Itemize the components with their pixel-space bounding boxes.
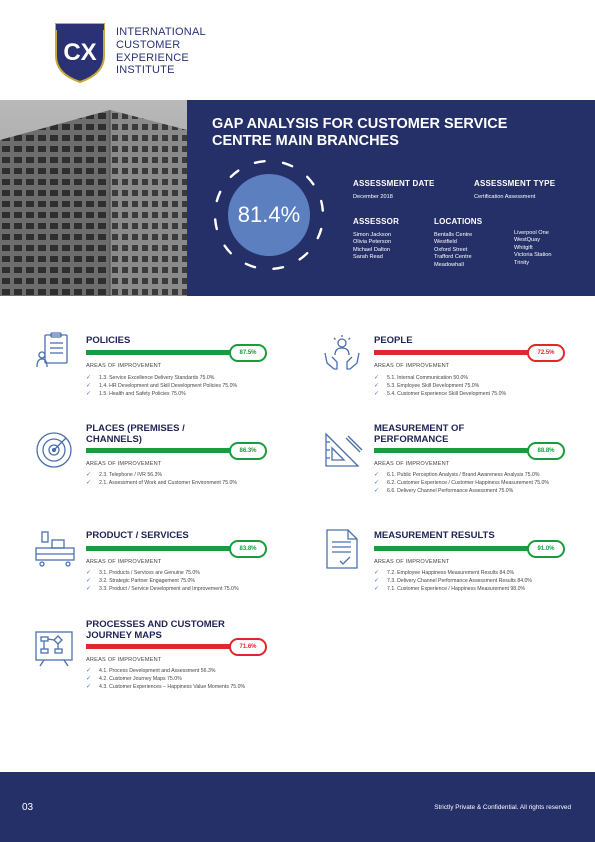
areas-label: AREAS OF IMPROVEMENT: [86, 559, 162, 565]
list-item: [374, 480, 549, 488]
item-text: 5.3. Employee Skill Development 75.0%: [387, 382, 480, 389]
score-badge: 86.3%: [229, 442, 267, 460]
check-icon: ✓: [86, 375, 92, 381]
check-icon: ✓: [86, 585, 92, 592]
location-name: Whitgift: [514, 244, 533, 251]
check-icon: ✓: [86, 479, 92, 486]
item-text: 5.4. Customer Experience Skill Development 75.0%: [387, 390, 507, 397]
list-item: [86, 684, 245, 692]
assessment-date-value: December 2018: [353, 194, 393, 200]
location-name: Oxford Street: [434, 246, 468, 253]
locations-block-2: [514, 226, 552, 267]
logo-monogram: CX: [63, 39, 97, 66]
page-title: [212, 116, 572, 150]
title-line: MEASUREMENT OF: [374, 423, 465, 434]
assessment-type: [474, 179, 555, 201]
document-check-icon: [324, 528, 360, 570]
check-icon: ✓: [86, 675, 92, 682]
assessor-name: Olivia Peterson: [353, 239, 391, 246]
section-title: [374, 424, 464, 445]
logo-line: CUSTOMER: [116, 38, 181, 51]
ruler-triangle-icon: [322, 430, 364, 470]
improvement-list: [86, 375, 237, 398]
title-line: GAP ANALYSIS FOR CUSTOMER SERVICE: [212, 116, 508, 132]
check-icon: ✓: [374, 585, 380, 592]
list-item: [86, 391, 237, 399]
locations-list-2: [514, 230, 552, 267]
location-name: Trinity: [514, 259, 530, 266]
item-text: 3.1. Products / Services are Genuine 75.0%: [99, 570, 200, 576]
logo-line: INSTITUTE: [116, 64, 175, 77]
section-title: MEASUREMENT RESULTS: [374, 530, 495, 541]
list-item: [374, 488, 549, 496]
improvement-list: [374, 570, 532, 593]
item-text: 2.3. Telephone / IVR 56.3%: [99, 472, 163, 478]
improvement-list: [374, 472, 549, 495]
areas-label: AREAS OF IMPROVEMENT: [374, 461, 450, 467]
item-text: 2.1. Assessment of Work and Customer Environment 75.0%: [99, 479, 238, 486]
check-icon: ✓: [374, 472, 380, 478]
title-line: PLACES (PREMISES /: [86, 423, 185, 434]
check-icon: ✓: [374, 382, 380, 389]
page-number: 03: [22, 802, 34, 813]
logo-line: EXPERIENCE: [116, 51, 189, 64]
location-name: WestQuay: [514, 237, 541, 244]
list-item: [86, 375, 237, 383]
list-item: [374, 375, 506, 383]
cx-shield-logo-icon: [52, 22, 108, 84]
assessor-name: Sarah Read: [353, 254, 383, 261]
item-text: 7.3. Delivery Channel Performance Assessment Results 84.0%: [387, 577, 533, 584]
title-line: JOURNEY MAPS: [86, 629, 162, 641]
location-name: Victoria Station: [514, 252, 552, 259]
logo-wordmark: [116, 26, 206, 77]
item-text: 7.2. Employee Happiness Measurement Results 84.0%: [387, 570, 515, 576]
assessment-date: [353, 179, 435, 201]
score-badge: 83.8%: [229, 540, 267, 558]
list-item: [374, 391, 506, 399]
assessor-name: Michael Dalton: [353, 246, 390, 253]
title-line: PERFORMANCE: [374, 433, 449, 445]
check-icon: ✓: [374, 577, 380, 584]
list-item: [86, 472, 237, 480]
assessment-date-label: ASSESSMENT DATE: [353, 179, 435, 188]
hero-banner: [0, 100, 595, 296]
item-text: 5.1. Internal Communication 50.0%: [387, 375, 469, 381]
list-item: [86, 668, 245, 676]
list-item: [374, 383, 506, 391]
section-title: PEOPLE: [374, 335, 413, 346]
score-badge: 88.8%: [527, 442, 565, 460]
list-item: [374, 578, 532, 586]
building-image: [0, 100, 187, 296]
score-badge: 71.6%: [229, 638, 267, 656]
radar-icon: [34, 430, 74, 470]
check-icon: ✓: [86, 390, 92, 397]
areas-label: AREAS OF IMPROVEMENT: [374, 363, 450, 369]
list-item: [374, 570, 532, 578]
areas-label: AREAS OF IMPROVEMENT: [86, 363, 162, 369]
check-icon: ✓: [374, 479, 380, 486]
areas-label: AREAS OF IMPROVEMENT: [374, 559, 450, 565]
flowchart-board-icon: [34, 630, 74, 668]
score-bar: [374, 546, 549, 551]
assessor-label: ASSESSOR: [353, 217, 400, 226]
item-text: 3.2. Strategic Partner Engagement 75.0%: [99, 577, 196, 584]
check-icon: ✓: [86, 683, 92, 690]
areas-label: AREAS OF IMPROVEMENT: [86, 461, 162, 467]
product-factory-icon: [34, 528, 76, 568]
section-title: POLICIES: [86, 335, 131, 346]
check-icon: ✓: [86, 472, 92, 478]
section-title: [86, 620, 225, 641]
assessment-type-value: Certification Assessment: [474, 194, 536, 200]
location-name: Liverpool One: [514, 230, 549, 236]
locations-list-1: [434, 232, 482, 269]
item-text: 6.2. Customer Experience / Customer Happiness Measurement 75.0%: [387, 479, 550, 486]
list-item: [374, 586, 532, 594]
improvement-list: [86, 472, 237, 488]
assessment-type-label: ASSESSMENT TYPE: [474, 179, 556, 188]
item-text: 1.3. Service Excellence Delivery Standards 75.0%: [99, 375, 215, 381]
title-line: CHANNELS): [86, 433, 142, 445]
check-icon: ✓: [86, 570, 92, 576]
item-text: 6.6. Delivery Channel Performance Assessment 75.0%: [387, 487, 514, 494]
list-item: [86, 570, 239, 578]
list-item: [86, 578, 239, 586]
section-title: PRODUCT / SERVICES: [86, 530, 189, 541]
item-text: 1.5. Health and Safety Policies 75.0%: [99, 390, 186, 397]
check-icon: ✓: [86, 577, 92, 584]
check-icon: ✓: [374, 487, 380, 494]
item-text: 4.2. Customer Journey Maps 75.0%: [99, 675, 182, 682]
logo: [52, 22, 222, 84]
title-line: PROCESSES AND CUSTOMER: [86, 619, 225, 630]
building-photo: [0, 100, 187, 296]
list-item: [374, 472, 549, 480]
score-bar: [374, 448, 549, 453]
score-badge: 72.5%: [527, 344, 565, 362]
item-text: 6.1. Public Perception Analysis / Brand Awareness Analysis 75.0%: [387, 472, 540, 478]
overall-score: [214, 160, 324, 270]
check-icon: ✓: [86, 382, 92, 389]
list-item: [86, 383, 237, 391]
confidentiality-note: Strictly Private & Confidential. All rights reserved: [434, 804, 571, 811]
title-line: CENTRE MAIN BRANCHES: [212, 133, 399, 149]
assessor-name: Simon Jackson: [353, 232, 391, 238]
item-text: 1.4. HR Development and Skill Development Policies 75.0%: [99, 382, 238, 389]
section-title: [86, 424, 185, 445]
check-icon: ✓: [374, 390, 380, 397]
check-icon: ✓: [374, 570, 380, 576]
score-badge: 91.0%: [527, 540, 565, 558]
improvement-list: [86, 570, 239, 593]
improvement-list: [86, 668, 245, 691]
locations-label: LOCATIONS: [434, 217, 483, 226]
check-icon: ✓: [86, 668, 92, 674]
improvement-list: [374, 375, 506, 398]
overall-score-value: 81.4%: [237, 202, 301, 227]
people-hands-icon: [322, 333, 362, 373]
list-item: [86, 676, 245, 684]
score-badge: 87.5%: [229, 344, 267, 362]
location-name: Meadowhall: [434, 261, 464, 268]
page-footer: [0, 772, 595, 842]
assessor-list: [353, 232, 399, 262]
item-text: 4.1. Process Development and Assessment 56.3%: [99, 668, 216, 674]
check-icon: ✓: [374, 375, 380, 381]
item-text: 7.1. Customer Experience / Happiness Measurement 98.0%: [387, 585, 526, 592]
location-name: Trafford Centre: [434, 254, 472, 261]
item-text: 3.3. Product / Service Development and Improvement 75.0%: [99, 585, 239, 592]
list-item: [86, 480, 237, 488]
policy-clipboard-icon: [36, 331, 74, 369]
assessor-block: [353, 217, 399, 262]
item-text: 4.3. Customer Experiences – Happiness Value Moments 75.0%: [99, 683, 246, 690]
location-name: Bentalls Centre: [434, 232, 473, 238]
location-name: Westfield: [434, 239, 457, 246]
locations-block: [434, 217, 482, 269]
list-item: [86, 586, 239, 594]
logo-line: INTERNATIONAL: [116, 26, 206, 38]
score-bar: [374, 350, 549, 355]
areas-label: AREAS OF IMPROVEMENT: [86, 657, 162, 663]
